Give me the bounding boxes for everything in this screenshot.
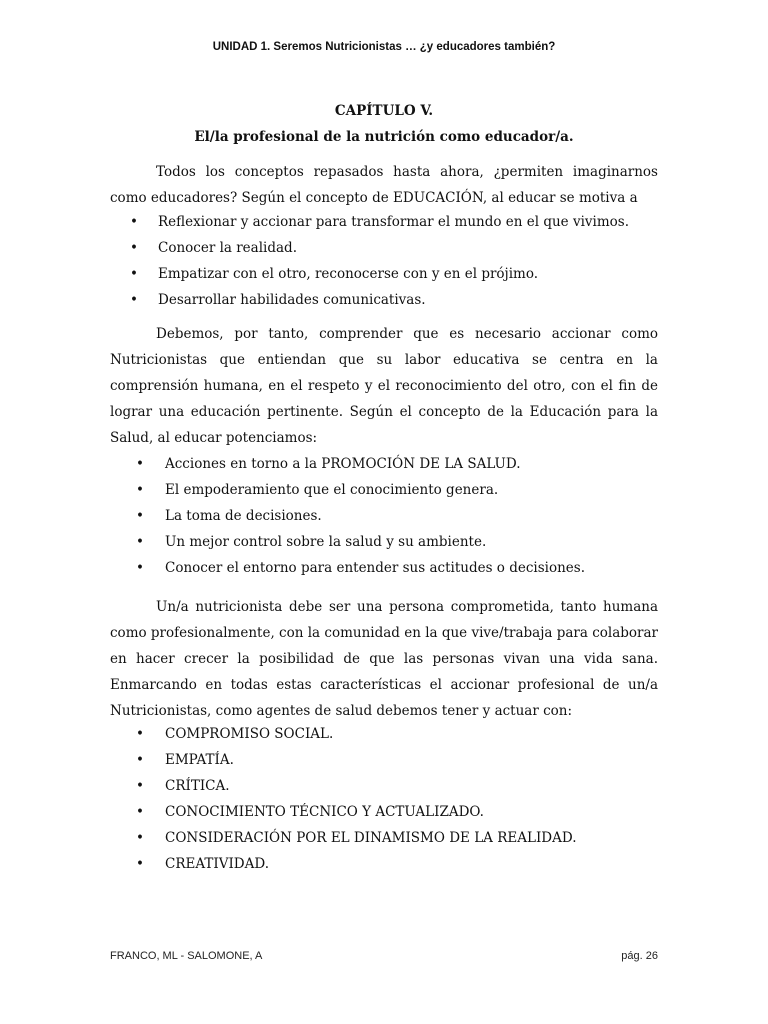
- list-item: [110, 235, 670, 261]
- list-item: [110, 477, 670, 503]
- list-item-text: La toma de decisiones.: [165, 508, 322, 524]
- bullet-icon: •: [130, 240, 138, 256]
- running-header: UNIDAD 1. Seremos Nutricionistas … ¿y educadores también?: [212, 41, 556, 53]
- paragraph-3-text: Un/a nutricionista debe ser una persona comprometida, tanto humana como profesionalmente, con la comunidad en la que vive/trabaja para colaborar en hacer crecer la posibilidad de que las personas vivan una vida sana. Enmarcando en todas estas características el accionar profesional de un/a Nutricionistas, como agentes de salud debemos tener y actuar con:: [110, 599, 658, 719]
- list-item-text: CREATIVIDAD.: [165, 856, 269, 872]
- list-item: [110, 773, 670, 799]
- bullet-icon: •: [136, 752, 144, 768]
- bullet-icon: •: [136, 856, 144, 872]
- bullet-icon: •: [136, 804, 144, 820]
- list-item: [110, 503, 670, 529]
- list-item-text: Acciones en torno a la PROMOCIÓN DE LA SALUD.: [165, 456, 521, 472]
- paragraph-3: [110, 594, 658, 724]
- list-item-text: Un mejor control sobre la salud y su ambiente.: [165, 534, 487, 550]
- paragraph-1-text: Todos los conceptos repasados hasta ahora, ¿permiten imaginarnos como educadores? Según el concepto de EDUCACIÓN, al educar se motiva a: [110, 164, 658, 206]
- list-item: [110, 747, 670, 773]
- paragraph-1: [110, 159, 658, 211]
- bullet-icon: •: [136, 830, 144, 846]
- list-item-text: Empatizar con el otro, reconocerse con y en el prójimo.: [158, 266, 539, 282]
- bullet-list-3: [110, 721, 670, 877]
- list-item-text: CRÍTICA.: [165, 778, 230, 794]
- bullet-icon: •: [136, 456, 144, 472]
- list-item-text: Conocer el entorno para entender sus actitudes o decisiones.: [165, 560, 585, 576]
- bullet-icon: •: [136, 534, 144, 550]
- bullet-list-2: [110, 451, 670, 581]
- page-number: pág. 26: [621, 950, 658, 962]
- bullet-icon: •: [130, 266, 138, 282]
- list-item: [110, 555, 670, 581]
- chapter-number: CAPÍTULO V.: [334, 103, 434, 119]
- list-item: [110, 799, 670, 825]
- list-item: [110, 287, 670, 313]
- bullet-icon: •: [136, 726, 144, 742]
- list-item: [110, 261, 670, 287]
- list-item-text: Reflexionar y accionar para transformar el mundo en el que vivimos.: [158, 214, 629, 230]
- list-item-text: COMPROMISO SOCIAL.: [165, 726, 334, 742]
- list-item: [110, 209, 670, 235]
- chapter-title: El/la profesional de la nutrición como educador/a.: [194, 129, 574, 145]
- list-item-text: El empoderamiento que el conocimiento genera.: [165, 482, 499, 498]
- list-item: [110, 825, 670, 851]
- bullet-icon: •: [136, 482, 144, 498]
- bullet-icon: •: [136, 508, 144, 524]
- list-item: [110, 529, 670, 555]
- list-item-text: Desarrollar habilidades comunicativas.: [158, 292, 426, 308]
- bullet-icon: •: [130, 292, 138, 308]
- bullet-icon: •: [130, 214, 138, 230]
- footer-authors: FRANCO, ML - SALOMONE, A: [110, 950, 263, 962]
- bullet-icon: •: [136, 778, 144, 794]
- bullet-list-1: [110, 209, 670, 313]
- list-item-text: CONSIDERACIÓN POR EL DINAMISMO DE LA REALIDAD.: [165, 830, 577, 846]
- bullet-icon: •: [136, 560, 144, 576]
- list-item-text: Conocer la realidad.: [158, 240, 297, 256]
- paragraph-2: [110, 321, 658, 451]
- list-item-text: CONOCIMIENTO TÉCNICO Y ACTUALIZADO.: [165, 804, 484, 820]
- list-item: [110, 451, 670, 477]
- list-item: [110, 851, 670, 877]
- paragraph-2-text: Debemos, por tanto, comprender que es necesario accionar como Nutricionistas que entiendan que su labor educativa se centra en la comprensión humana, en el respeto y el reconocimiento del otro, con el fin de lograr una educación pertinente. Según el concepto de la Educación para la Salud, al educar potenciamos:: [110, 326, 658, 446]
- list-item-text: EMPATÍA.: [165, 752, 234, 768]
- list-item: [110, 721, 670, 747]
